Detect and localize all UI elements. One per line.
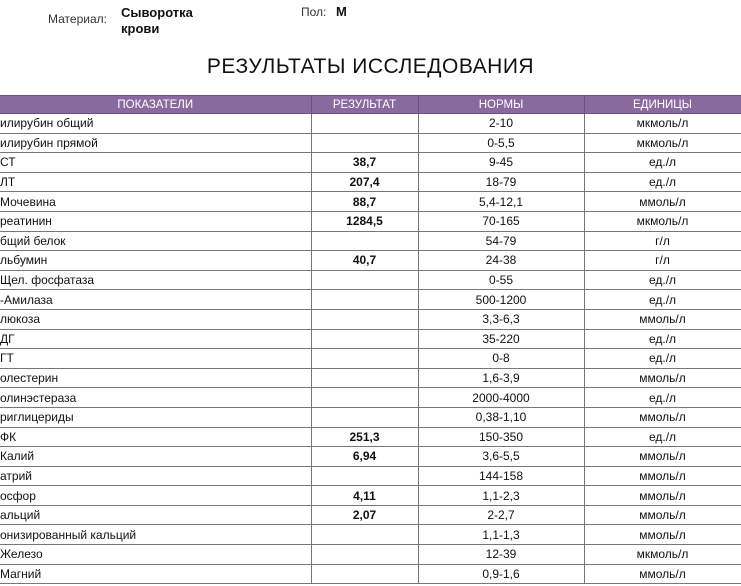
result-cell: 1284,5	[311, 211, 418, 231]
norm-cell: 150-350	[418, 427, 584, 447]
norm-cell: 24-38	[418, 251, 584, 271]
unit-cell: ед./л	[584, 329, 741, 349]
table-row	[0, 309, 741, 329]
indicator-name-cell: Магний	[0, 564, 311, 584]
unit-cell: ед./л	[584, 388, 741, 408]
norm-cell: 0-8	[418, 349, 584, 369]
unit-cell: ед./л	[584, 349, 741, 369]
result-cell	[311, 349, 418, 369]
table-row	[0, 505, 741, 525]
result-cell: 4,11	[311, 486, 418, 506]
table-header-row	[0, 96, 741, 114]
unit-cell: ммоль/л	[584, 192, 741, 212]
unit-cell: ммоль/л	[584, 525, 741, 545]
unit-cell: ммоль/л	[584, 486, 741, 506]
result-cell: 40,7	[311, 251, 418, 271]
result-cell	[311, 231, 418, 251]
indicator-name-cell: льбумин	[0, 251, 311, 271]
unit-cell: мкмоль/л	[584, 211, 741, 231]
norm-cell: 2000-4000	[418, 388, 584, 408]
result-cell	[311, 329, 418, 349]
result-cell	[311, 309, 418, 329]
indicator-name-cell: ГТ	[0, 349, 311, 369]
sex-label: Пол:	[301, 5, 327, 19]
table-row	[0, 388, 741, 408]
unit-cell: ммоль/л	[584, 466, 741, 486]
norm-cell: 3,6-5,5	[418, 447, 584, 467]
norm-cell: 5,4-12,1	[418, 192, 584, 212]
norm-cell: 0-55	[418, 270, 584, 290]
table-row	[0, 270, 741, 290]
table-row	[0, 368, 741, 388]
results-table	[0, 95, 741, 584]
unit-cell: ммоль/л	[584, 564, 741, 584]
unit-cell: мкмоль/л	[584, 114, 741, 134]
indicator-name-cell: Калий	[0, 447, 311, 467]
unit-cell: г/л	[584, 251, 741, 271]
norm-cell: 2-2,7	[418, 505, 584, 525]
unit-cell: ед./л	[584, 172, 741, 192]
table-row	[0, 525, 741, 545]
material-label: Материал:	[48, 12, 107, 26]
unit-cell: ммоль/л	[584, 309, 741, 329]
unit-cell: ед./л	[584, 153, 741, 173]
indicator-name-cell: Железо	[0, 545, 311, 565]
norm-cell: 3,3-6,3	[418, 309, 584, 329]
result-cell	[311, 545, 418, 565]
indicator-name-cell: люкоза	[0, 309, 311, 329]
result-cell: 6,94	[311, 447, 418, 467]
result-cell	[311, 133, 418, 153]
table-row	[0, 114, 741, 134]
indicator-name-cell: осфор	[0, 486, 311, 506]
norm-cell: 2-10	[418, 114, 584, 134]
result-cell: 38,7	[311, 153, 418, 173]
unit-cell: г/л	[584, 231, 741, 251]
result-cell	[311, 407, 418, 427]
norm-cell: 18-79	[418, 172, 584, 192]
result-cell	[311, 114, 418, 134]
result-cell	[311, 368, 418, 388]
table-row	[0, 466, 741, 486]
result-cell: 88,7	[311, 192, 418, 212]
norm-cell: 500-1200	[418, 290, 584, 310]
unit-cell: ед./л	[584, 427, 741, 447]
column-header-indicators: ПОКАЗАТЕЛИ	[0, 96, 311, 114]
result-cell: 2,07	[311, 505, 418, 525]
unit-cell: ед./л	[584, 270, 741, 290]
unit-cell: ммоль/л	[584, 368, 741, 388]
table-row	[0, 447, 741, 467]
result-cell	[311, 525, 418, 545]
result-cell	[311, 290, 418, 310]
norm-cell: 12-39	[418, 545, 584, 565]
unit-cell: ед./л	[584, 290, 741, 310]
table-row	[0, 486, 741, 506]
indicator-name-cell: реатинин	[0, 211, 311, 231]
indicator-name-cell: ФК	[0, 427, 311, 447]
unit-cell: ммоль/л	[584, 407, 741, 427]
norm-cell: 1,6-3,9	[418, 368, 584, 388]
norm-cell: 144-158	[418, 466, 584, 486]
table-row	[0, 545, 741, 565]
result-cell: 251,3	[311, 427, 418, 447]
indicator-name-cell: альций	[0, 505, 311, 525]
result-cell	[311, 564, 418, 584]
indicator-name-cell: СТ	[0, 153, 311, 173]
indicator-name-cell: илирубин общий	[0, 114, 311, 134]
column-header-units: ЕДИНИЦЫ	[584, 96, 741, 114]
unit-cell: мкмоль/л	[584, 133, 741, 153]
table-row	[0, 172, 741, 192]
indicator-name-cell: олинэстераза	[0, 388, 311, 408]
norm-cell: 0,9-1,6	[418, 564, 584, 584]
table-row	[0, 564, 741, 584]
table-row	[0, 329, 741, 349]
result-cell	[311, 466, 418, 486]
indicator-name-cell: олестерин	[0, 368, 311, 388]
page-title: РЕЗУЛЬТАТЫ ИССЛЕДОВАНИЯ	[206, 55, 535, 78]
table-row	[0, 251, 741, 271]
table-row	[0, 211, 741, 231]
norm-cell: 9-45	[418, 153, 584, 173]
table-row	[0, 349, 741, 369]
column-header-result: РЕЗУЛЬТАТ	[311, 96, 418, 114]
norm-cell: 0-5,5	[418, 133, 584, 153]
indicator-name-cell: Мочевина	[0, 192, 311, 212]
indicator-name-cell: риглицериды	[0, 407, 311, 427]
norm-cell: 54-79	[418, 231, 584, 251]
indicator-name-cell: илирубин прямой	[0, 133, 311, 153]
table-row	[0, 427, 741, 447]
table-row	[0, 231, 741, 251]
indicator-name-cell: онизированный кальций	[0, 525, 311, 545]
indicator-name-cell: атрий	[0, 466, 311, 486]
indicator-name-cell: Щел. фосфатаза	[0, 270, 311, 290]
table-row	[0, 133, 741, 153]
indicator-name-cell: бщий белок	[0, 231, 311, 251]
unit-cell: ммоль/л	[584, 447, 741, 467]
unit-cell: ммоль/л	[584, 505, 741, 525]
result-cell	[311, 270, 418, 290]
result-cell	[311, 388, 418, 408]
table-row	[0, 407, 741, 427]
norm-cell: 1,1-1,3	[418, 525, 584, 545]
sex-value: М	[336, 4, 347, 19]
indicator-name-cell: -Амилаза	[0, 290, 311, 310]
norm-cell: 35-220	[418, 329, 584, 349]
norm-cell: 1,1-2,3	[418, 486, 584, 506]
material-value: Сыворотка крови	[121, 5, 193, 36]
indicator-name-cell: ДГ	[0, 329, 311, 349]
table-row	[0, 290, 741, 310]
norm-cell: 70-165	[418, 211, 584, 231]
table-row	[0, 192, 741, 212]
column-header-norms: НОРМЫ	[418, 96, 584, 114]
norm-cell: 0,38-1,10	[418, 407, 584, 427]
results-body	[0, 114, 741, 584]
unit-cell: мкмоль/л	[584, 545, 741, 565]
table-row	[0, 153, 741, 173]
result-cell: 207,4	[311, 172, 418, 192]
indicator-name-cell: ЛТ	[0, 172, 311, 192]
